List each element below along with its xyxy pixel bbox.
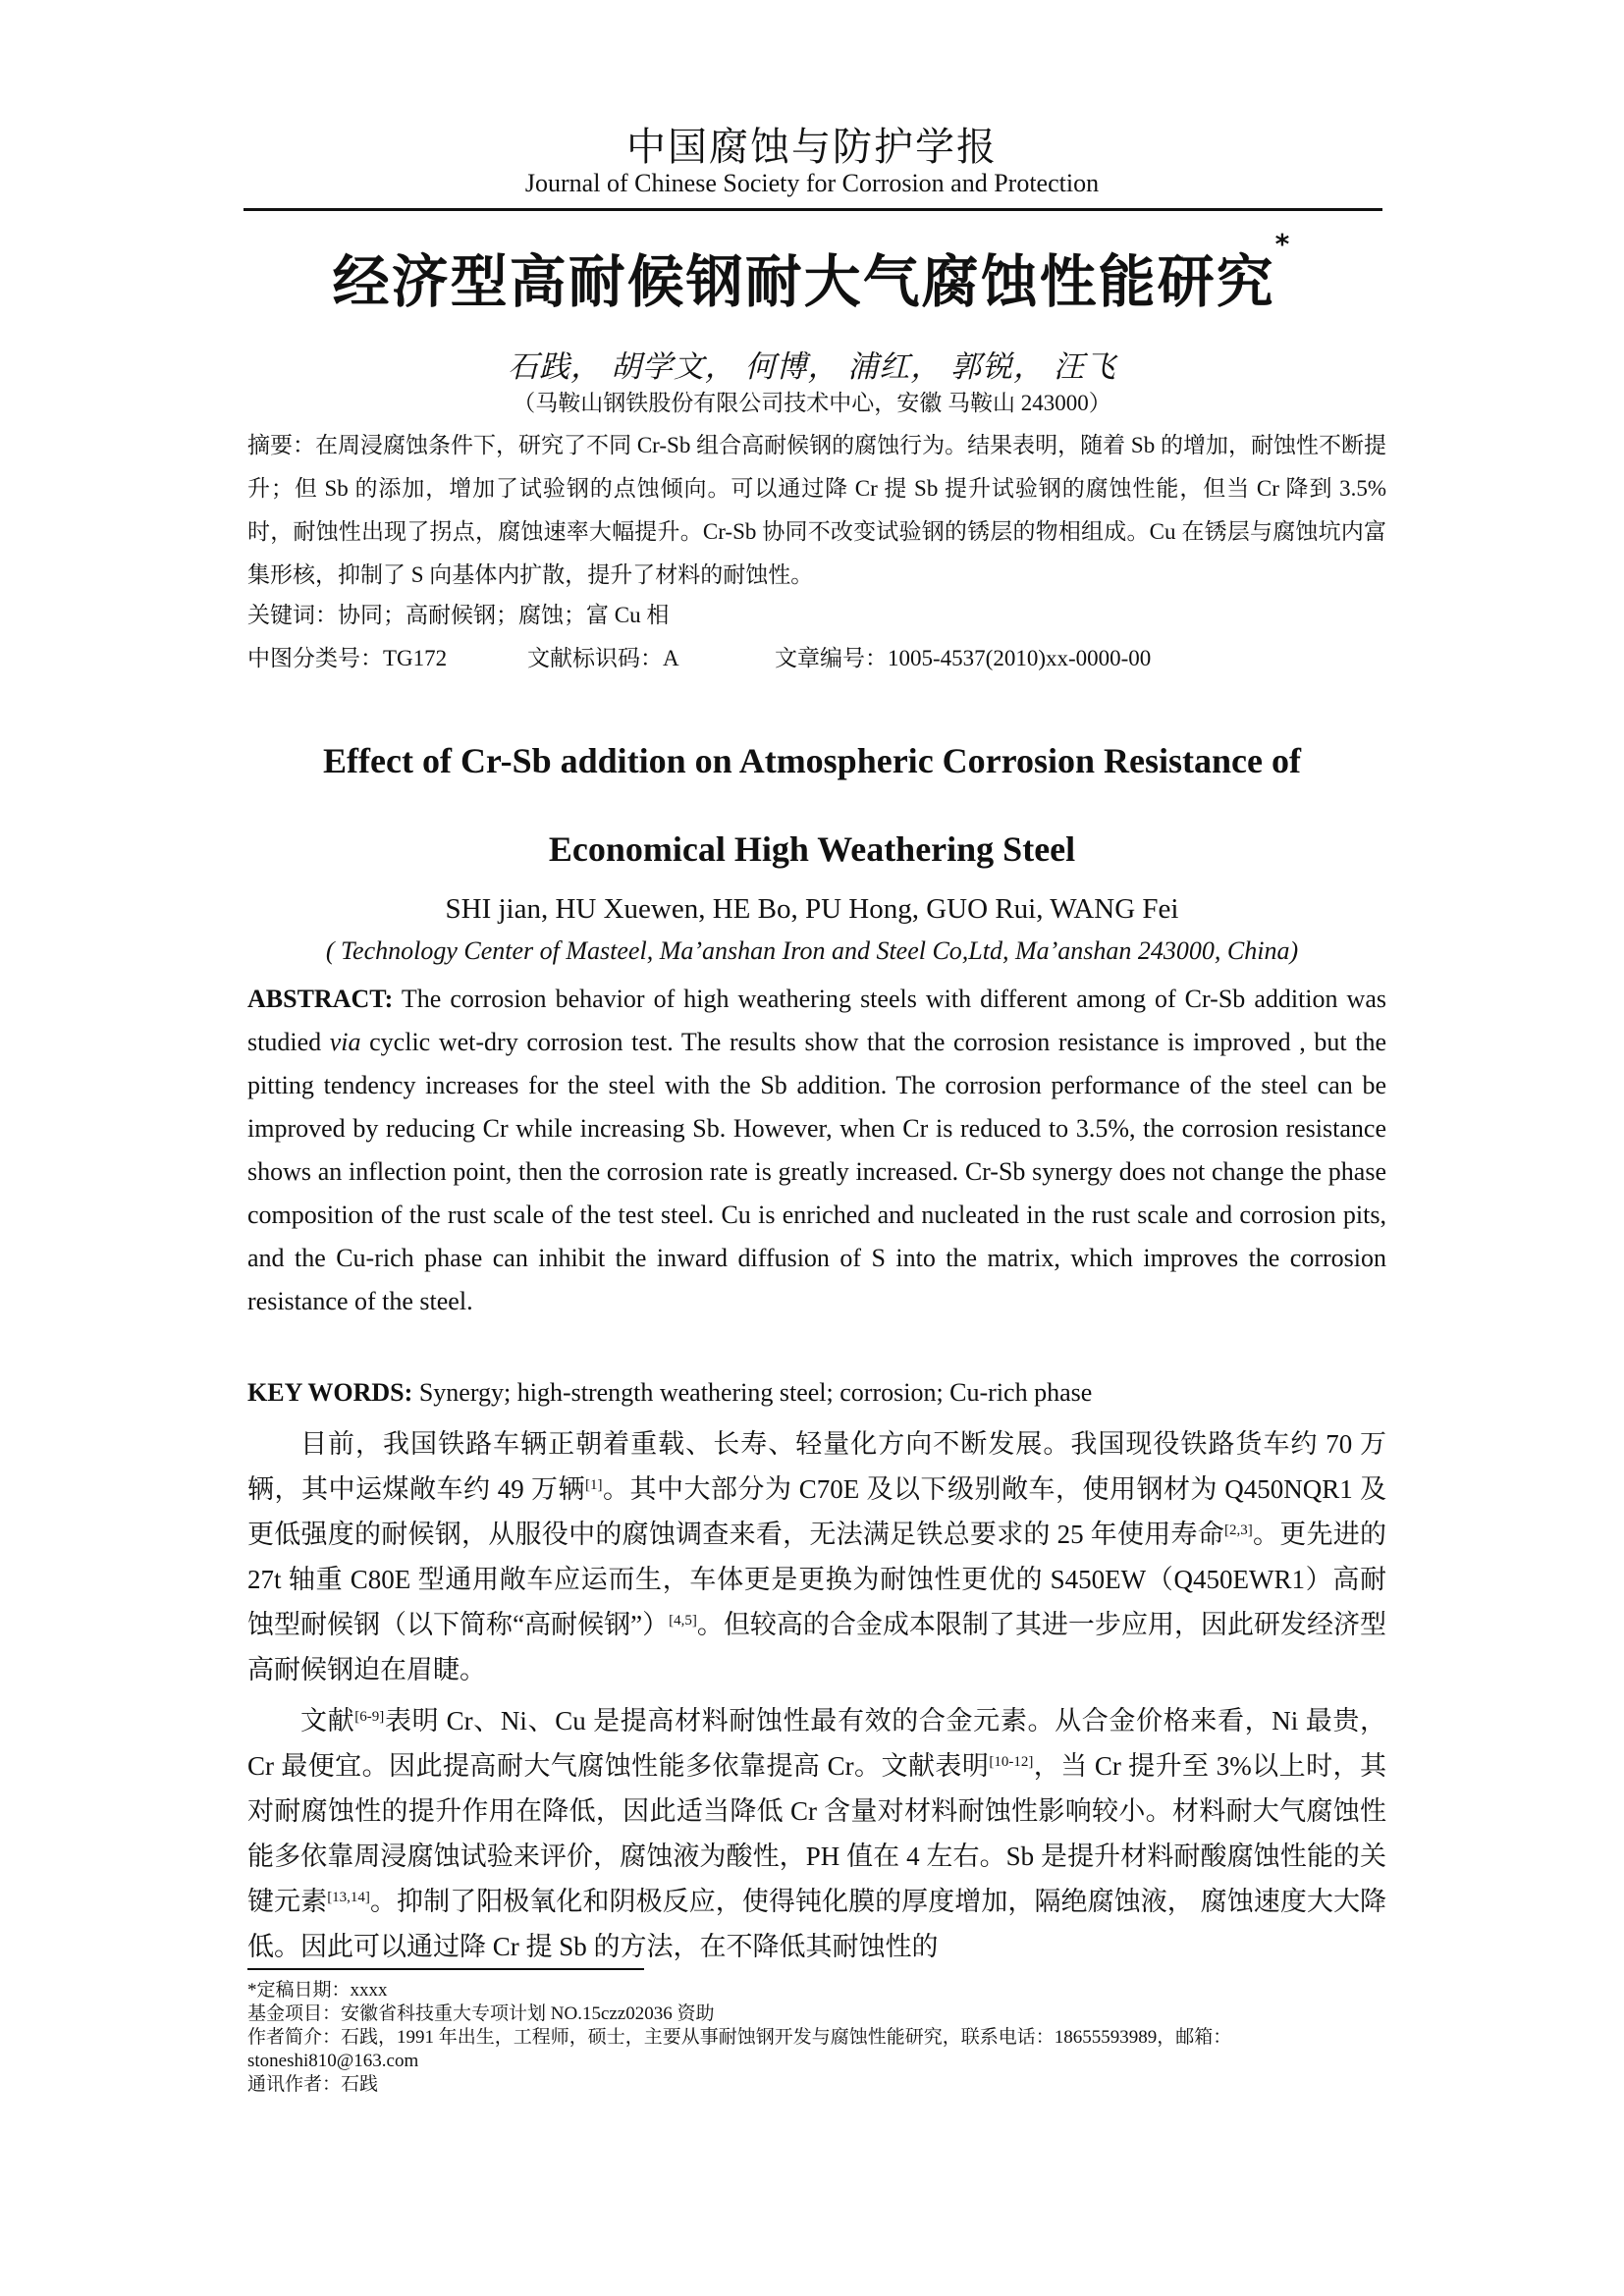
classification-line	[247, 640, 1386, 672]
body-p2-text-c: ，当 Cr 提升至 3%以上时，其对耐腐蚀性的提升作用在降低，因此适当降低 Cr 含量对材料耐蚀性影响较小。材料耐大气腐蚀性能多依靠周浸腐蚀试验来评价，腐蚀液为酸性，PH 值在 4 左右。Sb 是提升材料耐酸腐蚀性能的关键元素	[247, 1751, 1387, 1916]
footnote-author-bio: 作者简介：石践，1991 年出生，工程师，硕士，主要从事耐蚀钢开发与腐蚀性能研究，联系电话：18655593989，邮箱：	[247, 2027, 1232, 2048]
clc-number: 中图分类号：TG172	[247, 646, 448, 670]
authors-cn: 石践， 胡学文， 何博， 浦红， 郭锐， 汪飞	[508, 349, 1116, 384]
body-p1-text-d: 。但较高的合金成本限制了其进一步应用，因此研发经济型高耐候钢迫在眉睫。	[247, 1610, 1386, 1684]
body-p2-text-a: 文献	[300, 1706, 355, 1735]
authors-en: SHI jian, HU Xuewen, HE Bo, PU Hong, GUO Rui, WANG Fei	[445, 893, 1179, 925]
affiliation-en: ( Technology Center of Masteel, Ma’anshan Iron and Steel Co,Ltd, Ma’anshan 243000, China)	[325, 936, 1299, 965]
body-p2-text-d: 。抑制了阳极氧化和阴极反应，使得钝化膜的厚度增加，隔绝腐蚀液， 腐蚀速度大大降低。因此可以通过降 Cr 提 Sb 的方法，在不降低其耐蚀性的	[247, 1887, 1387, 1961]
document-code: 文献标识码：A	[527, 646, 679, 670]
body-p1-text-c: 。更先进的 27t 轴重 C80E 型通用敞车应运而生，车体更是更换为耐蚀性更优的 S450EW（Q450EWR1）高耐蚀型耐候钢（以下简称“高耐候钢”）	[247, 1520, 1386, 1639]
paper-title-cn-text: 经济型高耐候钢耐大气腐蚀性能研究	[332, 248, 1275, 315]
keywords-en-text: Synergy; high-strength weathering steel; corrosion; Cu-rich phase	[412, 1378, 1093, 1407]
abstract-en-label: ABSTRACT:	[247, 985, 394, 1013]
body-p1-text-b: 。其中大部分为 C70E 及以下级别敞车，使用钢材为 Q450NQR1 及更低强度的耐候钢，从服役中的腐蚀调查来看，无法满足铁总要求的 25 年使用寿命	[247, 1474, 1386, 1549]
footnote-corresponding-author: 通讯作者：石践	[247, 2074, 379, 2095]
citation-ref: [4,5]	[669, 1613, 697, 1629]
footnote-received-date: *定稿日期：xxxx	[247, 1980, 388, 2001]
abstract-en-text-a: The corrosion behavior of high weathering steels with different among of Cr-Sb addition was studied	[247, 985, 1386, 1056]
body-paragraph-2	[247, 1698, 1386, 1969]
body-p2-text-b: 表明 Cr、Ni、Cu 是提高材料耐蚀性最有效的合金元素。从合金价格来看，Ni 最贵，Cr 最便宜。因此提高耐大气腐蚀性能多依靠提高 Cr。文献表明	[247, 1706, 1386, 1781]
body-p1-text-a: 目前，我国铁路车辆正朝着重载、长寿、轻量化方向不断发展。我国现役铁路货车约 70 万辆，其中运煤敞车约 49 万辆	[247, 1429, 1386, 1504]
citation-ref: [10-12]	[989, 1754, 1034, 1770]
keywords-en	[247, 1378, 1386, 1408]
citation-ref: [6-9]	[354, 1709, 385, 1725]
paper-title-en	[0, 717, 1624, 893]
footnote-rule	[247, 1968, 644, 1970]
header-rule	[244, 208, 1382, 211]
abstract-en-via: via	[329, 1028, 361, 1056]
footnotes	[247, 1979, 1386, 2097]
body-text	[247, 1421, 1386, 1969]
citation-ref: [1]	[585, 1477, 603, 1493]
affiliation-cn: （马鞍山钢铁股份有限公司技术中心，安徽 马鞍山 243000）	[513, 391, 1111, 415]
paper-title-en-line2: Economical High Weathering Steel	[548, 829, 1076, 869]
journal-name-cn: 中国腐蚀与防护学报	[626, 125, 998, 169]
footnote-email: stoneshi810@163.com	[247, 2051, 419, 2071]
title-footnote-mark: *	[1274, 228, 1292, 260]
abstract-en	[247, 978, 1386, 1323]
paper-title-en-line1: Effect of Cr-Sb addition on Atmospheric Corrosion Resistance of	[323, 741, 1301, 780]
citation-ref: [2,3]	[1223, 1522, 1253, 1538]
abstract-en-text-b: cyclic wet-dry corrosion test. The results show that the corrosion resistance is improved , but the pitting tendency increases for the steel with the Sb addition. The corrosion performance of the steel can be improved by reducing Cr while increasing Sb. However, when Cr is reduced to 3.5%, the corrosion resistance shows an inflection point, then the corrosion rate is greatly increased. Cr-Sb synergy does not change the phase composition of the rust scale of the test steel. Cu is enriched and nucleated in the rust scale and corrosion pits, and the Cu-rich phase can inhibit the inward diffusion of S into the matrix, which improves the corrosion resistance of the steel.	[247, 1028, 1387, 1315]
keywords-cn: 关键词：协同；高耐候钢；腐蚀；富 Cu 相	[247, 603, 670, 627]
footnote-fund: 基金项目：安徽省科技重大专项计划 NO.15czz02036 资助	[247, 2003, 715, 2024]
body-paragraph-1	[247, 1421, 1386, 1692]
journal-name-en: Journal of Chinese Society for Corrosion and Protection	[524, 169, 1100, 197]
abstract-cn: 摘要：在周浸腐蚀条件下，研究了不同 Cr-Sb 组合高耐候钢的腐蚀行为。结果表明，随着 Sb 的增加，耐蚀性不断提升；但 Sb 的添加，增加了试验钢的点蚀倾向。可以通过降 Cr 提 Sb 提升试验钢的腐蚀性能，但当 Cr 降到 3.5%时，耐蚀性出现了拐点，腐蚀速率大幅提升。Cr-Sb 协同不改变试验钢的锈层的物相组成。Cu 在锈层与腐蚀坑内富集形核，抑制了 S 向基体内扩散，提升了材料的耐蚀性。	[247, 433, 1386, 587]
article-number: 文章编号：1005-4537(2010)xx-0000-00	[775, 646, 1152, 670]
paper-title-cn	[0, 228, 1624, 318]
citation-ref: [13,14]	[327, 1890, 370, 1905]
keywords-en-label: KEY WORDS:	[247, 1378, 413, 1407]
